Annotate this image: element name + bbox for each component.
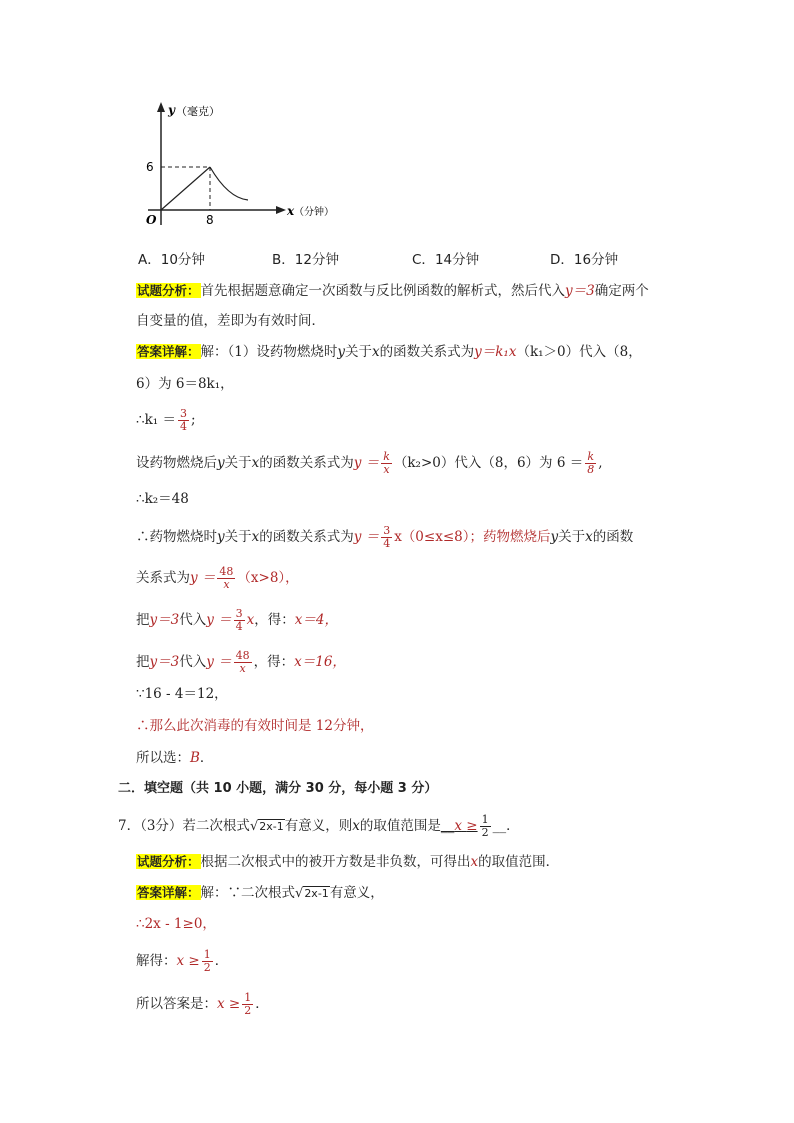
choice-a: A．10分钟: [138, 252, 205, 268]
q6-answer-line7: 关系式为y ＝ $\frac{48}{x}$ （x>8），: [136, 565, 299, 591]
q7-stem: 7．（3分）若二次根式√2x-1有意义，则x的取值范围是__x ≥ $\frac{1}{2}$ __．: [118, 813, 520, 839]
q6-answer-line6: ∴药物燃烧时y关于x的函数关系式为y ＝ $\frac{3}{4}$ x（0≤x≤8）；药物燃烧后y关于x的函数: [136, 524, 634, 550]
y-axis-label: y: [168, 103, 175, 117]
q7-answer-line1: 答案详解：解：∵二次根式√2x-1有意义，: [137, 885, 384, 901]
q7-analysis: 试题分析：根据二次根式中的被开方数是非负数，可得出x的取值范围．: [137, 854, 560, 870]
q6-answer-line8: 把y＝3代入y ＝ $\frac{3}{4}$ x，得：x＝4，: [136, 607, 338, 633]
answer-tag: 答案详解：: [137, 344, 200, 359]
answer-tag: 答案详解：: [137, 885, 200, 900]
section2-header: 二．填空题（共 10 小题，满分 30 分，每小题 3 分）: [118, 781, 438, 796]
choice-c: C．14分钟: [412, 252, 480, 268]
linear-segment: [161, 167, 210, 210]
x-axis-arrow: [276, 206, 286, 214]
y-axis-unit: （毫克）: [176, 105, 220, 118]
sqrt-expression: 2x-1: [259, 820, 284, 833]
q6-answer-line4: 设药物燃烧后y关于x的函数关系式为y ＝ $\frac{k}{x}$ （k₂>0）代入（8，6）为 6 ＝ $\frac{k}{8}$ ,: [136, 450, 603, 476]
x-axis-unit: （分钟）: [294, 207, 334, 218]
q7-answer-line4: 所以答案是：x ≥ $\frac{1}{2}$ ．: [136, 991, 269, 1017]
function-graph: [140, 100, 334, 230]
q6-answer-line3: ∴k₁ ＝ $\frac{3}{4}$ ;: [136, 407, 196, 433]
q6-answer-line5: ∴k₂＝48: [136, 491, 189, 507]
x-tick-label: 8: [206, 213, 214, 227]
q6-answer-line2: 6）为 6＝8k₁，: [136, 376, 234, 392]
q6-answer-line9: 把y＝3代入y ＝ $\frac{48}{x}$ ，得：x＝16，: [136, 649, 346, 675]
q6-analysis-line1: 试题分析：首先根据题意确定一次函数与反比例函数的解析式，然后代入y＝3确定两个: [137, 283, 649, 299]
y-axis-arrow: [157, 102, 165, 112]
q6-answer-line10: ∵16 - 4＝12，: [136, 686, 228, 702]
analysis-tag: 试题分析：: [137, 283, 200, 298]
analysis-tag: 试题分析：: [137, 854, 200, 869]
choice-b: B．12分钟: [272, 252, 339, 268]
origin-label: O: [146, 213, 157, 227]
x-axis-label: x: [287, 204, 295, 218]
q6-answer-line12: 所以选：B．: [136, 750, 214, 766]
q7-answer-line3: 解得：x ≥ $\frac{1}{2}$ ．: [136, 948, 229, 974]
q6-analysis-line2: 自变量的值，差即为有效时间．: [136, 313, 325, 329]
hyperbola-segment: [210, 167, 248, 200]
q6-answer-line11: ∴那么此次消毒的有效时间是 12分钟，: [136, 718, 374, 734]
y-tick-label: 6: [146, 160, 154, 174]
q7-answer-line2: ∴2x - 1≥0，: [136, 916, 216, 932]
q6-answer-line1: 答案详解：解：（1）设药物燃烧时y关于x的函数关系式为y＝k₁x（k₁＞0）代入（8，: [137, 344, 642, 360]
choice-d: D．16分钟: [550, 252, 619, 268]
